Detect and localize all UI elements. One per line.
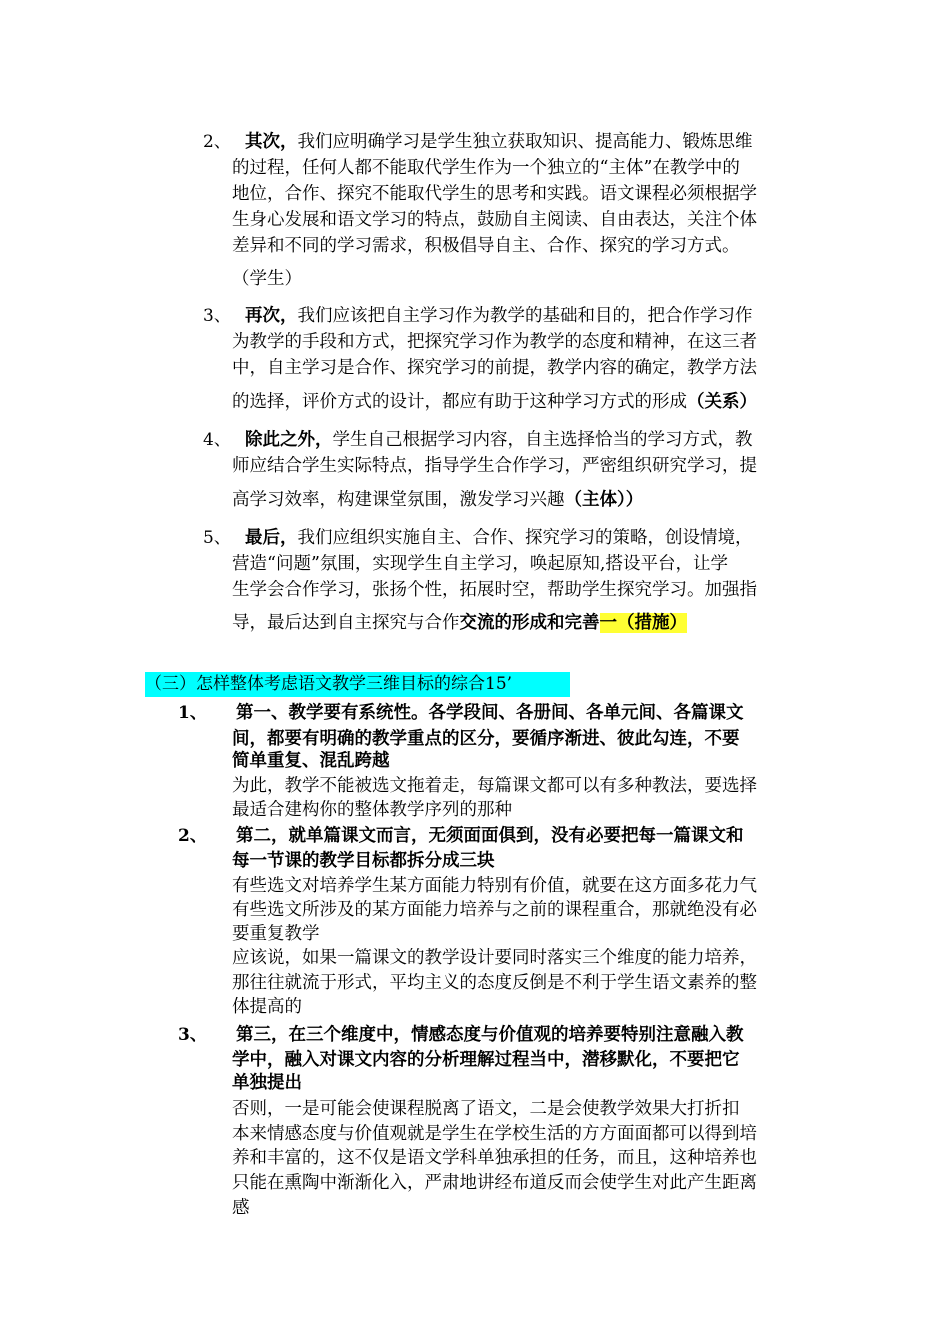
item-text-line: 否则，一是可能会使课程脱离了语文，二是会使教学效果大打折扣 [232, 1099, 740, 1119]
item-text-line: 我们应明确学习是学生独立获取知识、提高能力、锻炼思维 [297, 132, 753, 152]
item-bold-line: 单独提出 [232, 1073, 302, 1093]
item-tag: （学生） [232, 269, 302, 289]
item-text-line: 差异和不同的学习需求，积极倡导自主、合作、探究的学习方式。 [232, 236, 740, 256]
item-text-line: 感 [232, 1198, 250, 1218]
item-number: 2、 [178, 826, 207, 846]
item-text-line: 的过程，任何人都不能取代学生作为一个独立的“主体”在教学中的 [232, 158, 740, 178]
item-text-line: 有些选文对培养学生某方面能力特别有价值，就要在这方面多花力气 [232, 876, 757, 896]
item-text-line: 地位，合作、探究不能取代学生的思考和实践。语文课程必须根据学 [232, 184, 757, 204]
item-text-line: 那往往就流于形式，平均主义的态度反倒是不利于学生语文素养的整 [232, 973, 757, 993]
item-lead: 再次， [245, 306, 298, 326]
section-heading: （三）怎样整体考虑语文教学三维目标的综合15’ [145, 672, 570, 697]
item-bold-line: 第二，就单篇课文而言，无须面面俱到，没有必要把每一篇课文和 [236, 826, 744, 846]
item-text-line: 师应结合学生实际特点，指导学生合作学习，严密组织研究学习，提 [232, 456, 757, 476]
item-text-line: 为教学的手段和方式，把探究学习作为教学的态度和精神，在这三者 [232, 332, 757, 352]
item-bold-line: 简单重复、混乱跨越 [232, 751, 390, 771]
item-text-line: 体提高的 [232, 997, 302, 1017]
item-text-line: 营造“问题”氛围，实现学生自主学习，唤起原知,搭设平台，让学 [232, 554, 728, 574]
item-bold-line: 每一节课的教学目标都拆分成三块 [232, 851, 495, 871]
item-text-line: 生身心发展和语文学习的特点，鼓励自主阅读、自由表达，关注个体 [232, 210, 757, 230]
item-text-line: 养和丰富的，这不仅是语文学科单独承担的任务，而且，这种培养也 [232, 1148, 757, 1168]
item-bold-line: 第三，在三个维度中，情感态度与价值观的培养要特别注意融入教 [236, 1025, 744, 1045]
item-text-line: 应该说，如果一篇课文的教学设计要同时落实三个维度的能力培养， [232, 948, 757, 968]
item-text-line: 的选择，评价方式的设计，都应有助于这种学习方式的形成 [232, 392, 687, 412]
item-tail-bold: 交流的形成和完善 [459, 613, 600, 633]
item-number: 4、 [203, 430, 231, 450]
item-text-line: 导，最后达到自主探究与合作 [232, 613, 460, 633]
item-tag: （关系） [687, 392, 757, 412]
item-text-line: 为此，教学不能被选文拖着走，每篇课文都可以有多种教法，要选择 [232, 776, 757, 796]
item-bold-line: 第一、教学要有系统性。各学段间、各册间、各单元间、各篇课文 [236, 703, 744, 723]
item-text-line: 本来情感态度与价值观就是学生在学校生活的方方面面都可以得到培 [232, 1124, 757, 1144]
item-text-line: 学生自己根据学习内容，自主选择恰当的学习方式，教 [332, 430, 753, 450]
item-tag: （主体）） [564, 490, 644, 510]
item-number: 3、 [178, 1025, 207, 1045]
item-lead: 除此之外， [245, 430, 333, 450]
item-bold-line: 间，都要有明确的教学重点的区分，要循序渐进、彼此勾连，不要 [232, 729, 740, 749]
item-text-line: 高学习效率，构建课堂氛围，激发学习兴趣 [232, 490, 565, 510]
item-text-line: 我们应组织实施自主、合作、探究学习的策略，创设情境， [297, 528, 753, 548]
item-text-line: 只能在熏陶中渐渐化入，严肃地讲经布道反而会使学生对此产生距离 [232, 1173, 757, 1193]
item-bold-line: 学中，融入对课文内容的分析理解过程当中，潜移默化，不要把它 [232, 1050, 740, 1070]
item-number: 1、 [178, 703, 207, 723]
item-text-line: 要重复教学 [232, 924, 320, 944]
item-number: 2、 [203, 132, 231, 152]
item-lead: 其次， [245, 132, 298, 152]
item-number: 3、 [203, 306, 231, 326]
item-text-line: 中，自主学习是合作、探究学习的前提，教学内容的确定，教学方法 [232, 358, 757, 378]
item-lead: 最后， [245, 528, 298, 548]
item-text-line: 我们应该把自主学习作为教学的基础和目的，把合作学习作 [297, 306, 753, 326]
item-number: 5、 [203, 528, 231, 548]
item-text-line: 有些选文所涉及的某方面能力培养与之前的课程重合，那就绝没有必 [232, 900, 757, 920]
item-text-line: 生学会合作学习，张扬个性，拓展时空，帮助学生探究学习。加强指 [232, 580, 757, 600]
item-tail-highlight: 一（措施） [599, 613, 687, 633]
item-text-line: 最适合建构你的整体教学序列的那种 [232, 800, 512, 820]
